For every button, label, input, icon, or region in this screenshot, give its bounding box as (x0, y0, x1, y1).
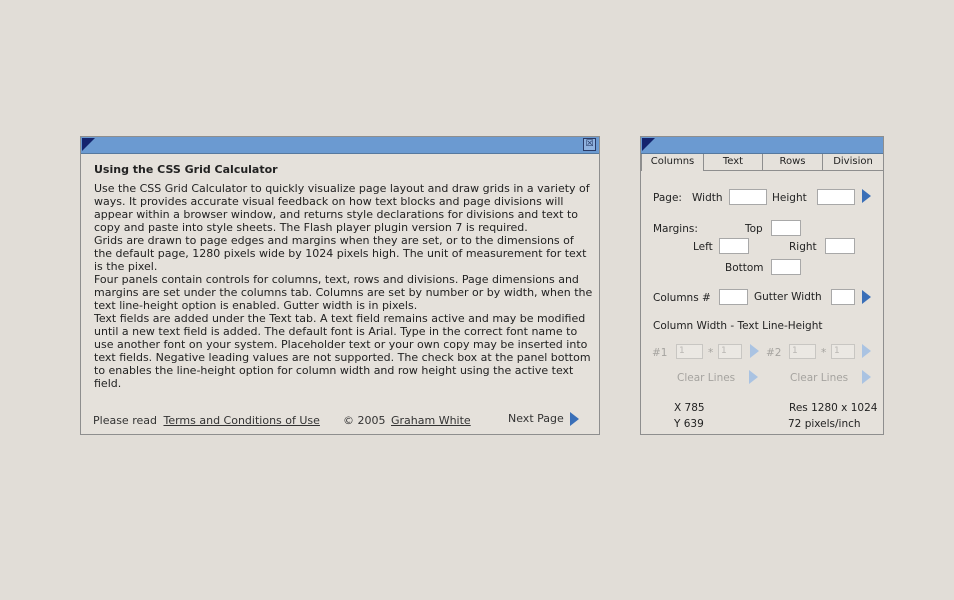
close-icon[interactable]: ☒ (583, 138, 596, 151)
next-arrow-icon[interactable] (570, 412, 579, 426)
copyright-note (343, 414, 471, 427)
info-titlebar[interactable] (81, 137, 599, 154)
info-paragraph: Text fields are added under the Text tab. A text field remains active and may be modified until a new text field is added. The default font is Arial. Type in the correct font name to use another font on your system. Placeholder text or your own copy may be inserted into text fields. Negative leading values are not supported. The check box at the panel bottom to enables the line-height option for column width and row height using the active text field. (94, 312, 591, 390)
line1-arrow-icon[interactable] (750, 344, 759, 358)
width-label: Width (692, 192, 723, 204)
apply-columns-arrow-icon[interactable] (862, 290, 871, 304)
line2-width-input[interactable]: 1 (789, 344, 816, 359)
clear-lines-1-arrow-icon[interactable] (749, 370, 758, 384)
y-coordinate-readout: Y 639 (674, 418, 704, 430)
apply-page-arrow-icon[interactable] (862, 189, 871, 203)
bottom-label: Bottom (725, 262, 764, 274)
x-coordinate-readout: X 785 (674, 402, 705, 414)
resolution-clip (789, 402, 881, 416)
corner-icon (82, 138, 95, 151)
multiply-1-label: * (708, 347, 714, 359)
footer-note (93, 414, 320, 427)
next-page-label: Next Page (508, 412, 564, 425)
info-body (94, 182, 594, 390)
margin-top-input[interactable] (771, 220, 801, 236)
info-panel (80, 136, 600, 435)
ppi-readout: 72 pixels/inch (788, 418, 861, 430)
page-height-input[interactable] (817, 189, 855, 205)
hash1-label: #1 (652, 347, 668, 359)
gutter-label: Gutter Width (754, 291, 822, 303)
clear-lines-2-arrow-icon[interactable] (862, 370, 871, 384)
tab-bar (641, 154, 884, 171)
columns-label: Columns # (653, 292, 711, 304)
line1-multiplier-input[interactable]: 1 (718, 344, 742, 359)
right-label: Right (789, 241, 817, 253)
left-label: Left (693, 241, 713, 253)
please-read-text: Please read (93, 414, 157, 427)
resolution-readout: Res 1280 x 1024 (789, 402, 878, 414)
top-label: Top (745, 223, 763, 235)
margin-bottom-input[interactable] (771, 259, 801, 275)
copyright-text: © 2005 (343, 414, 386, 427)
info-paragraph: Use the CSS Grid Calculator to quickly visualize page layout and draw grids in a variety of ways. It provides accurate visual feedback on how text blocks and page divisions will appear within a browser window, and returns style declarations for divisions and text to copy and paste into style sheets. The Flash player plugin version 7 is required. (94, 182, 590, 234)
margin-left-input[interactable] (719, 238, 749, 254)
calculator-panel (640, 136, 884, 435)
clear-lines-2-button[interactable]: Clear Lines (790, 372, 849, 384)
page-width-input[interactable] (729, 189, 767, 205)
info-paragraph: Grids are drawn to page edges and margins when they are set, or to the dimensions of the default page, 1280 pixels wide by 1024 pixels high. The unit of measurement for text is the pixel. (94, 234, 587, 273)
info-paragraph: Four panels contain controls for columns, text, rows and divisions. Page dimensions and margins are set under the columns tab. Columns are set by number or by width, when the text line-height option is enabled. Gutter width is in pixels. (94, 273, 593, 312)
tab-division[interactable]: Division (822, 154, 884, 171)
hash2-label: #2 (766, 347, 782, 359)
gutter-width-input[interactable] (831, 289, 855, 305)
info-title: Using the CSS Grid Calculator (94, 163, 278, 176)
column-width-heading: Column Width - Text Line-Height (653, 320, 823, 332)
line2-multiplier-input[interactable]: 1 (831, 344, 855, 359)
page-label: Page: (653, 192, 682, 204)
margin-right-input[interactable] (825, 238, 855, 254)
tab-rows[interactable]: Rows (762, 154, 823, 171)
multiply-2-label: * (821, 347, 827, 359)
height-label: Height (772, 192, 807, 204)
terms-link[interactable]: Terms and Conditions of Use (163, 414, 320, 427)
line2-arrow-icon[interactable] (862, 344, 871, 358)
clear-lines-1-button[interactable]: Clear Lines (677, 372, 736, 384)
corner-icon (642, 138, 655, 151)
next-page-button[interactable] (508, 412, 579, 426)
columns-count-input[interactable] (719, 289, 748, 305)
tab-text[interactable]: Text (703, 154, 763, 171)
tab-columns[interactable]: Columns (641, 154, 704, 171)
calc-titlebar[interactable] (641, 137, 883, 154)
margins-label: Margins: (653, 223, 698, 235)
author-link[interactable]: Graham White (391, 414, 471, 427)
line1-width-input[interactable]: 1 (676, 344, 703, 359)
